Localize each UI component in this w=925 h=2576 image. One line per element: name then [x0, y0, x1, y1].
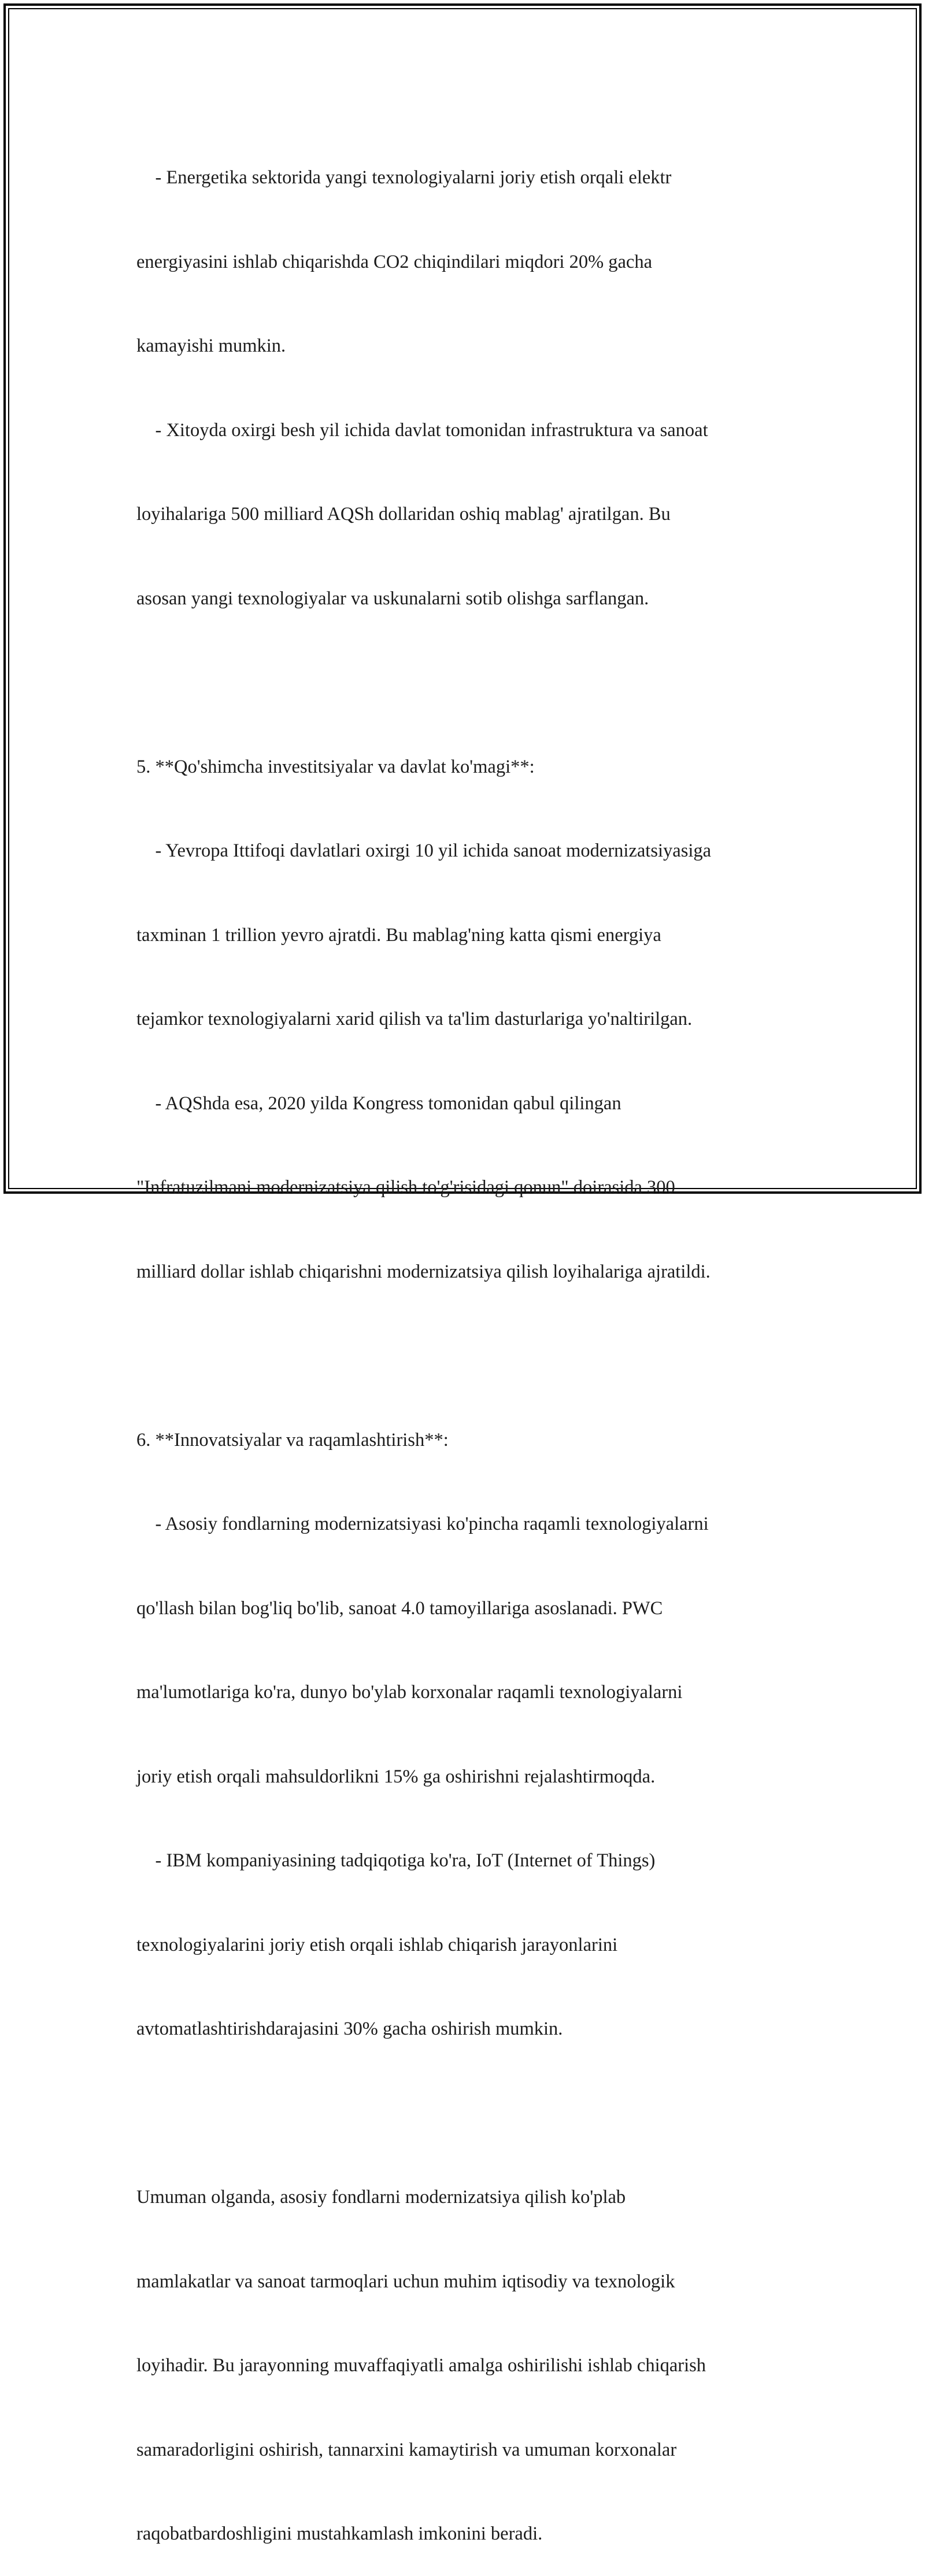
text-line: - IBM kompaniyasining tadqiqotiga ko'ra, IoT (Internet of Things) [136, 1850, 656, 1871]
conclusion-line: Umuman olganda, asosiy fondlarni modernizatsiya qilish ko'plab [136, 2187, 626, 2208]
text-line: - Xitoyda oxirgi besh yil ichida davlat tomonidan infrastruktura va sanoat [136, 419, 708, 441]
blank-line [136, 2099, 807, 2128]
text-line: kamayishi mumkin. [136, 335, 286, 356]
blank-line [136, 1342, 807, 1370]
text-line: taxminan 1 trillion yevro ajratdi. Bu mablag'ning katta qismi energiya [136, 924, 661, 946]
text-line: texnologiyalarini joriy etish orqali ishlab chiqarish jarayonlarini [136, 1934, 618, 1955]
text-line: - Yevropa Ittifoqi davlatlari oxirgi 10 yil ichida sanoat modernizatsiyasiga [136, 840, 712, 861]
text-line: - Asosiy fondlarning modernizatsiyasi ko'pincha raqamli texnologiyalarni [136, 1514, 709, 1534]
text-line: tejamkor texnologiyalarni xarid qilish va ta'lim dasturlariga yo'naltirilgan. [136, 1009, 693, 1029]
text-line: - Energetika sektorida yangi texnologiyalarni joriy etish orqali elektr [136, 167, 672, 188]
text-line: avtomatlashtirishdarajasini 30% gacha oshirish mumkin. [136, 2018, 563, 2039]
text-line: "Infratuzilmani modernizatsiya qilish to'g'risidagi qonun" doirasida 300 [136, 1177, 675, 1198]
conclusion-line: raqobatbardoshligini mustahkamlash imkonini beradi. [136, 2523, 543, 2544]
document-body [136, 108, 807, 2576]
conclusion-line: samaradorligini oshirish, tannarxini kamaytirish va umuman korxonalar [136, 2439, 677, 2460]
text-line: energiyasini ishlab chiqarishda CO2 chiqindilari miqdori 20% gacha [136, 251, 653, 272]
conclusion-line: loyihadir. Bu jarayonning muvaffaqiyatli amalga oshirilishi ishlab chiqarish [136, 2355, 706, 2376]
text-line: asosan yangi texnologiyalar va uskunalarni sotib olishga sarflangan. [136, 588, 649, 609]
text-line: - AQShda esa, 2020 yilda Kongress tomonidan qabul qilingan [136, 1093, 621, 1114]
blank-line [136, 669, 807, 697]
text-line: milliard dollar ishlab chiqarishni modernizatsiya qilish loyihalariga ajratildi. [136, 1261, 711, 1282]
conclusion-line: mamlakatlar va sanoat tarmoqlari uchun muhim iqtisodiy va texnologik [136, 2271, 675, 2292]
text-line: qo'llash bilan bog'liq bo'lib, sanoat 4.0 tamoyillariga asoslanadi. PWC [136, 1597, 663, 1619]
section-heading-5: 5. **Qo'shimcha investitsiyalar va davlat ko'magi**: [136, 756, 535, 777]
text-line: joriy etish orqali mahsuldorlikni 15% ga oshirishni rejalashtirmoqda. [136, 1766, 656, 1787]
text-line: ma'lumotlariga ko'ra, dunyo bo'ylab korxonalar raqamli texnologiyalarni [136, 1682, 683, 1703]
section-heading-6: 6. **Innovatsiyalar va raqamlashtirish**: [136, 1429, 449, 1451]
text-line: loyihalariga 500 milliard AQSh dollaridan oshiq mablag' ajratilgan. Bu [136, 504, 671, 525]
